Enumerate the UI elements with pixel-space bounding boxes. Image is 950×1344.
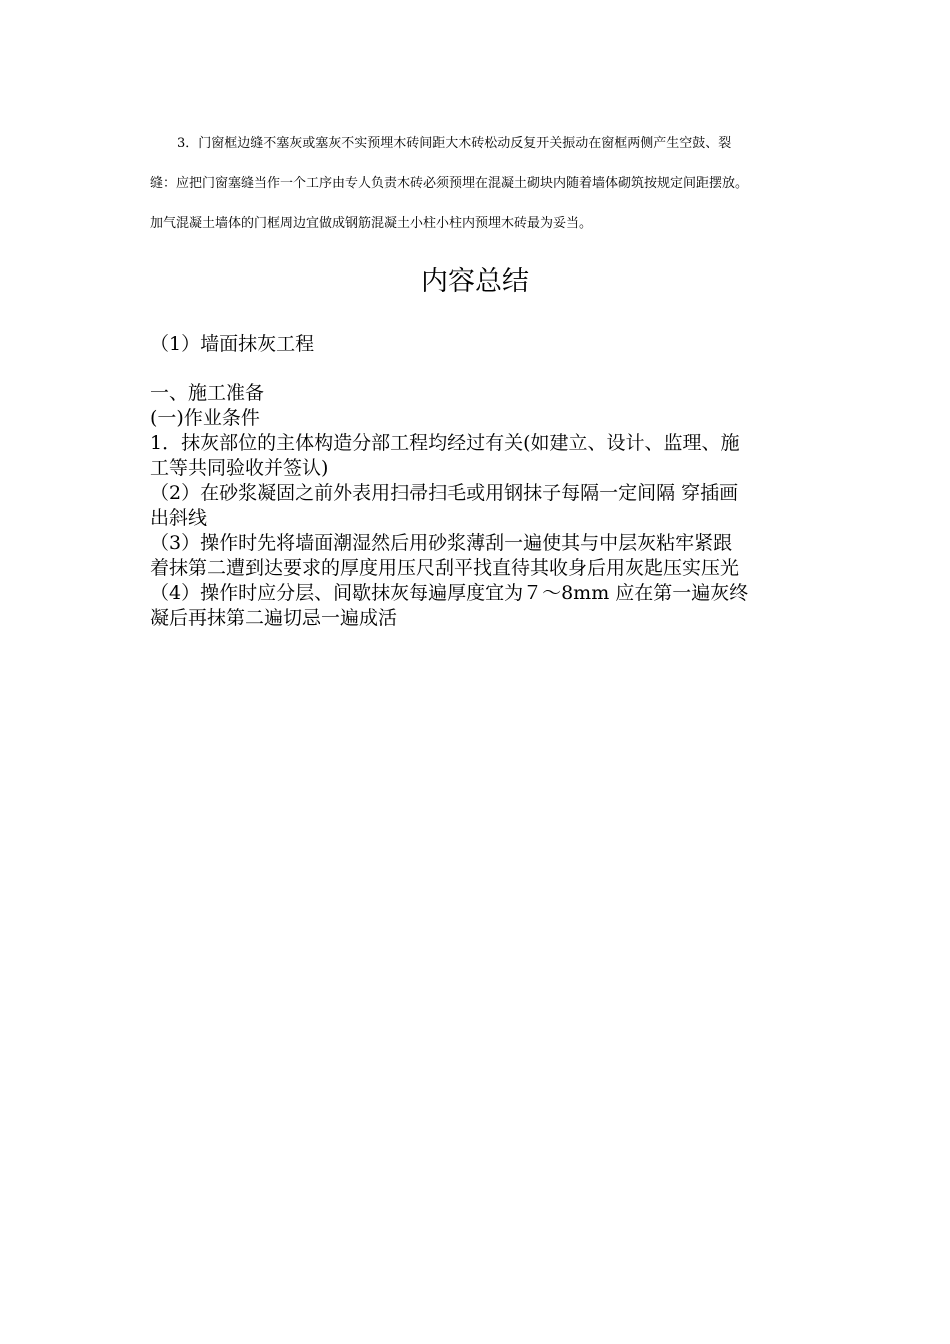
intro-line-3: 加气混凝土墙体的门框周边宜做成钢筋混凝土小柱小柱内预埋木砖最为妥当。 xyxy=(150,216,593,231)
summary-line: 凝后再抹第二遍切忌一遍成活 xyxy=(150,607,398,629)
intro-line-2: 缝：应把门窗塞缝当作一个工序由专人负责木砖必须预埋在混凝土砌块内随着墙体砌筑按规定间距摆放。 xyxy=(150,176,749,191)
summary-line: 着抹第二遭到达要求的厚度用压尺刮平找直待其收身后用灰匙压实压光 xyxy=(150,557,740,579)
summary-body xyxy=(150,381,810,631)
intro-line-1: 3．门窗框边缝不塞灰或塞灰不实预埋木砖间距大木砖松动反复开关振动在窗框两侧产生空鼓、裂 xyxy=(177,136,732,151)
summary-line: 一、施工准备 xyxy=(150,382,265,404)
summary-line: 工等共同验收并签认) xyxy=(150,457,329,479)
summary-line: （3）操作时先将墙面潮湿然后用砂浆薄刮一遍使其与中层灰粘牢紧跟 xyxy=(150,532,733,554)
summary-subheading: （1）墙面抹灰工程 xyxy=(150,333,315,355)
summary-line: 1．抹灰部位的主体构造分部工程均经过有关(如建立、设计、监理、施 xyxy=(150,432,740,454)
summary-line: 出斜线 xyxy=(150,507,208,529)
summary-line: （4）操作时应分层、间歇抹灰每遍厚度宜为７～8mm 应在第一遍灰终 xyxy=(150,582,749,604)
summary-line: (一)作业条件 xyxy=(150,407,260,429)
summary-line: （2）在砂浆凝固之前外表用扫帚扫毛或用钢抹子每隔一定间隔 穿插画 xyxy=(150,482,739,504)
intro-paragraph xyxy=(150,124,810,244)
summary-title: 内容总结 xyxy=(421,266,529,297)
